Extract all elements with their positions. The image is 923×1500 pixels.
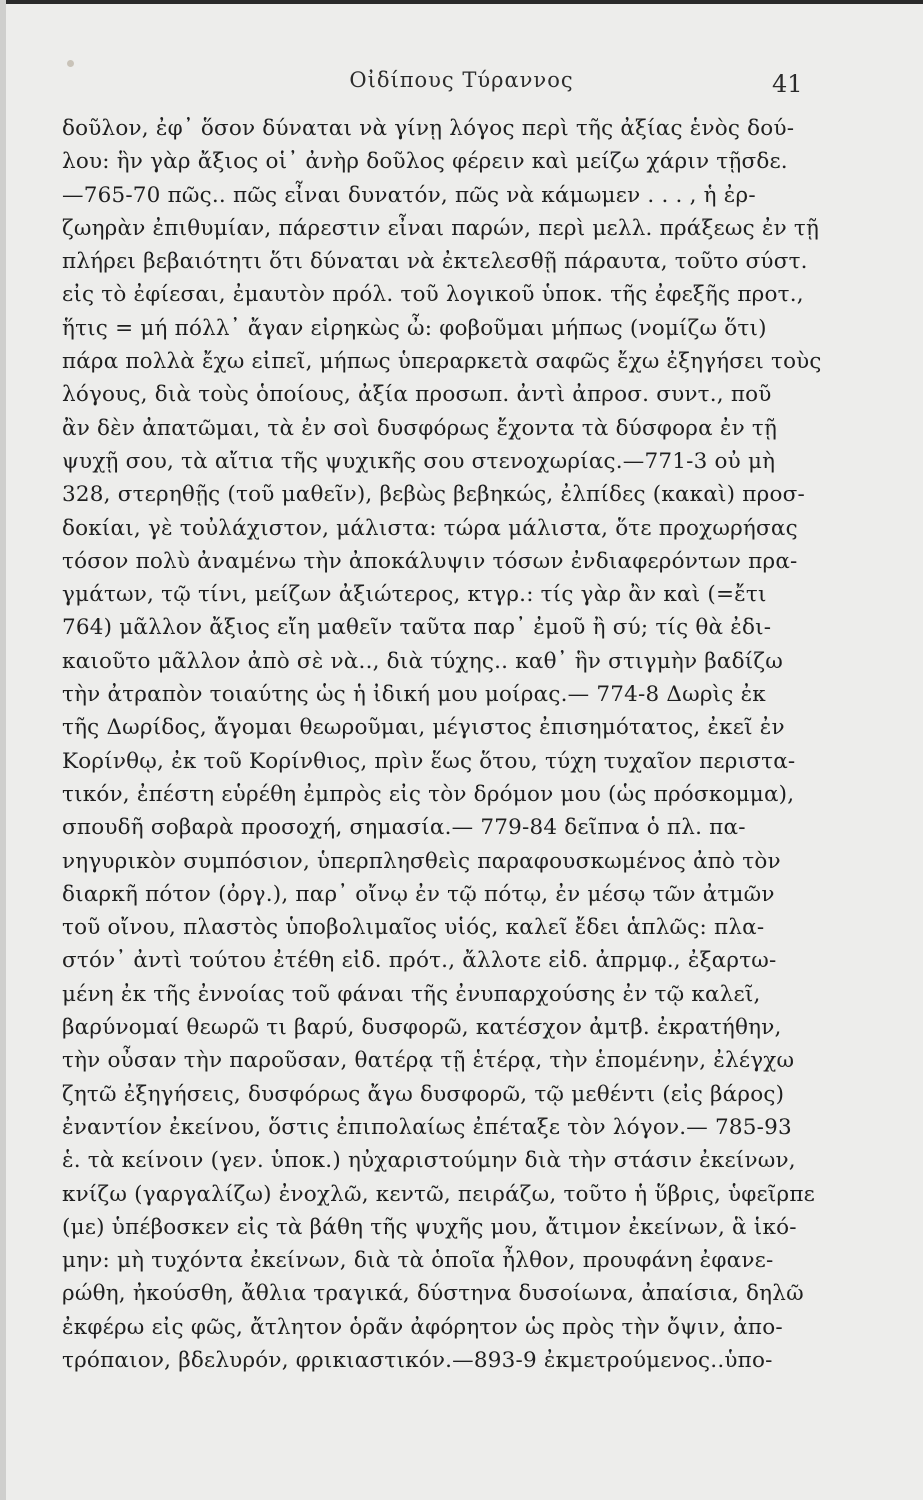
text-line: πάρα πολλὰ ἔχω εἰπεῖ, μήπως ὑπεραρκετὰ σαφῶς ἔχω ἐξηγήσει τοὺς: [62, 349, 822, 375]
page-blemish: [67, 60, 74, 67]
text-line: κνίζω (γαργαλίζω) ἐνοχλῶ, κεντῶ, πειράζω, τοῦτο ἡ ὕβρις, ὑφεῖρπε: [62, 1181, 816, 1207]
text-line: Κορίνθῳ, ἐκ τοῦ Κορίνθιος, πρὶν ἕως ὅτου, τύχη τυχαῖον περιστα-: [62, 748, 796, 774]
text-line: ἑ. τὰ κείνοιν (γεν. ὑποκ.) ηὐχαριστούμην διὰ τὴν στάσιν ἐκείνων,: [62, 1148, 796, 1174]
text-line: λου: ἣν γὰρ ἄξιος οἱ᾿ ἀνὴρ δοῦλος φέρειν καὶ μείζω χάριν τῇσδε.: [62, 149, 788, 175]
running-title: Οἰδίπους Τύραννος: [349, 68, 574, 92]
text-line: τοῦ οἴνου, πλαστὸς ὑποβολιμαῖος υἱός, καλεῖ ἔδει ἁπλῶς: πλα-: [62, 915, 765, 941]
text-line: ἥτις = μή πόλλ᾿ ἄγαν εἰρηκὼς ὦ: φοβοῦμαι μήπως (νομίζω ὅτι): [62, 315, 767, 341]
text-line: δοκίαι, γὲ τοὐλάχιστον, μάλιστα: τώρα μάλιστα, ὅτε προχωρήσας: [62, 515, 798, 541]
text-line: ζητῶ ἐξηγήσεις, δυσφόρως ἄγω δυσφορῶ, τῷ μεθέντι (εἰς βάρος): [62, 1081, 785, 1107]
text-line: —765-70 πῶς.. πῶς εἶναι δυνατόν, πῶς νὰ κάμωμεν . . . , ἡ ἐρ-: [62, 182, 756, 208]
text-line: καιοῦτο μᾶλλον ἀπὸ σὲ νὰ.., διὰ τύχης.. καθ᾿ ἣν στιγμὴν βαδίζω: [62, 648, 783, 674]
text-line: γμάτων, τῷ τίνι, μείζων ἀξιώτερος, κτγρ.: τίς γὰρ ἂν καὶ (=ἔτι: [62, 582, 767, 608]
text-line: (με) ὑπέβοσκεν εἰς τὰ βάθη τῆς ψυχῆς μου, ἄτιμον ἐκείνων, ἃ ἱκό-: [62, 1214, 797, 1240]
text-line: ἐναντίον ἐκείνου, ὅστις ἐπιπολαίως ἐπέταξε τὸν λόγον.— 785-93: [62, 1114, 792, 1140]
text-line: τῆς Δωρίδος, ἄγομαι θεωροῦμαι, μέγιστος ἐπισημότατος, ἐκεῖ ἐν: [62, 715, 785, 741]
text-line: βαρύνομαί θεωρῶ τι βαρύ, δυσφορῶ, κατέσχον ἀμτβ. ἐκρατήθην,: [62, 1015, 782, 1041]
text-line: ζωηρὰν ἐπιθυμίαν, πάρεστιν εἶναι παρών, περὶ μελλ. πράξεως ἐν τῇ: [62, 215, 820, 241]
text-line: ρώθη, ἠκούσθη, ἄθλια τραγικά, δύστηνα δυσοίωνα, ἀπαίσια, δηλῶ: [62, 1281, 804, 1307]
text-line: ἂν δὲν ἀπατῶμαι, τὰ ἐν σοὶ δυσφόρως ἔχοντα τὰ δύσφορα ἐν τῇ: [62, 415, 778, 441]
page-number: 41: [772, 70, 803, 98]
text-line: σπουδῆ σοβαρὰ προσοχή, σημασία.— 779-84 δεῖπνα ὁ πλ. πα-: [62, 815, 746, 841]
text-line: εἰς τὸ ἐφίεσαι, ἐμαυτὸν πρόλ. τοῦ λογικοῦ ὑποκ. τῆς ἐφεξῆς προτ.,: [62, 282, 804, 308]
text-line: ψυχῇ σου, τὰ αἴτια τῆς ψυχικῆς σου στενοχωρίας.—771-3 οὐ μὴ: [62, 448, 776, 474]
text-line: μένη ἐκ τῆς ἐννοίας τοῦ φάναι τῆς ἐνυπαρχούσης ἐν τῷ καλεῖ,: [62, 981, 761, 1007]
text-line: μην: μὴ τυχόντα ἐκείνων, διὰ τὰ ὁποῖα ἦλθον, προυφάνη ἐφανε-: [62, 1248, 774, 1274]
text-line: τὴν ἀτραπὸν τοιαύτης ὡς ἡ ἰδική μου μοίρας.— 774-8 Δωρὶς ἐκ: [62, 682, 766, 708]
text-line: πλήρει βεβαιότητι ὅτι δύναται νὰ ἐκτελεσθῇ πάραυτα, τοῦτο σύστ.: [62, 249, 808, 275]
text-line: δοῦλον, ἐφ᾿ ὅσον δύναται νὰ γίνῃ λόγος περὶ τῆς ἀξίας ἑνὸς δού-: [62, 116, 795, 141]
text-line: τρόπαιον, βδελυρόν, φρικιαστικόν.—893-9 ἐκμετρούμενος..ὑπο-: [62, 1347, 773, 1373]
text-line: τόσον πολὺ ἀναμένω τὴν ἀποκάλυψιν τόσων ἐνδιαφερόντων πρα-: [62, 548, 798, 574]
text-line: 764) μᾶλλον ἄξιος εἴη μαθεῖν ταῦτα παρ᾿ ἐμοῦ ἢ σύ; τίς θὰ ἐδι-: [62, 615, 772, 641]
text-line: νηγυρικὸν συμπόσιον, ὑπερπλησθεὶς παραφουσκωμένος ἀπὸ τὸν: [62, 848, 781, 874]
text-line: διαρκῆ πότον (ὀργ.), παρ᾿ οἴνῳ ἐν τῷ πότῳ, ἐν μέσῳ τῶν ἀτμῶν: [62, 881, 775, 907]
commentary-text: [62, 112, 822, 1377]
text-line: στόν᾿ ἀντὶ τούτου ἐτέθη εἰδ. πρότ., ἄλλοτε εἰδ. ἀπρμφ., ἐξαρτω-: [62, 948, 777, 974]
text-line: τικόν, ἐπέστη εὑρέθη ἐμπρὸς εἰς τὸν δρόμον μου (ὡς πρόσκομμα),: [62, 781, 795, 807]
text-line: 328, στερηθῇς (τοῦ μαθεῖν), βεβὼς βεβηκώς, ἐλπίδες (κακαὶ) προσ-: [62, 482, 805, 508]
text-line: λόγους, διὰ τοὺς ὁποίους, ἀξία προσωπ. ἀντὶ ἀπροσ. συντ., ποῦ: [62, 382, 772, 408]
top-border: [0, 0, 923, 4]
text-line: τὴν οὖσαν τὴν παροῦσαν, θατέρᾳ τῇ ἑτέρᾳ, τὴν ἑπομένην, ἐλέγχω: [62, 1048, 795, 1074]
page-edge-shadow: [0, 0, 6, 1500]
text-line: ἐκφέρω εἰς φῶς, ἄτλητον ὁρᾶν ἀφόρητον ὡς πρὸς τὴν ὄψιν, ἀπο-: [62, 1314, 783, 1340]
